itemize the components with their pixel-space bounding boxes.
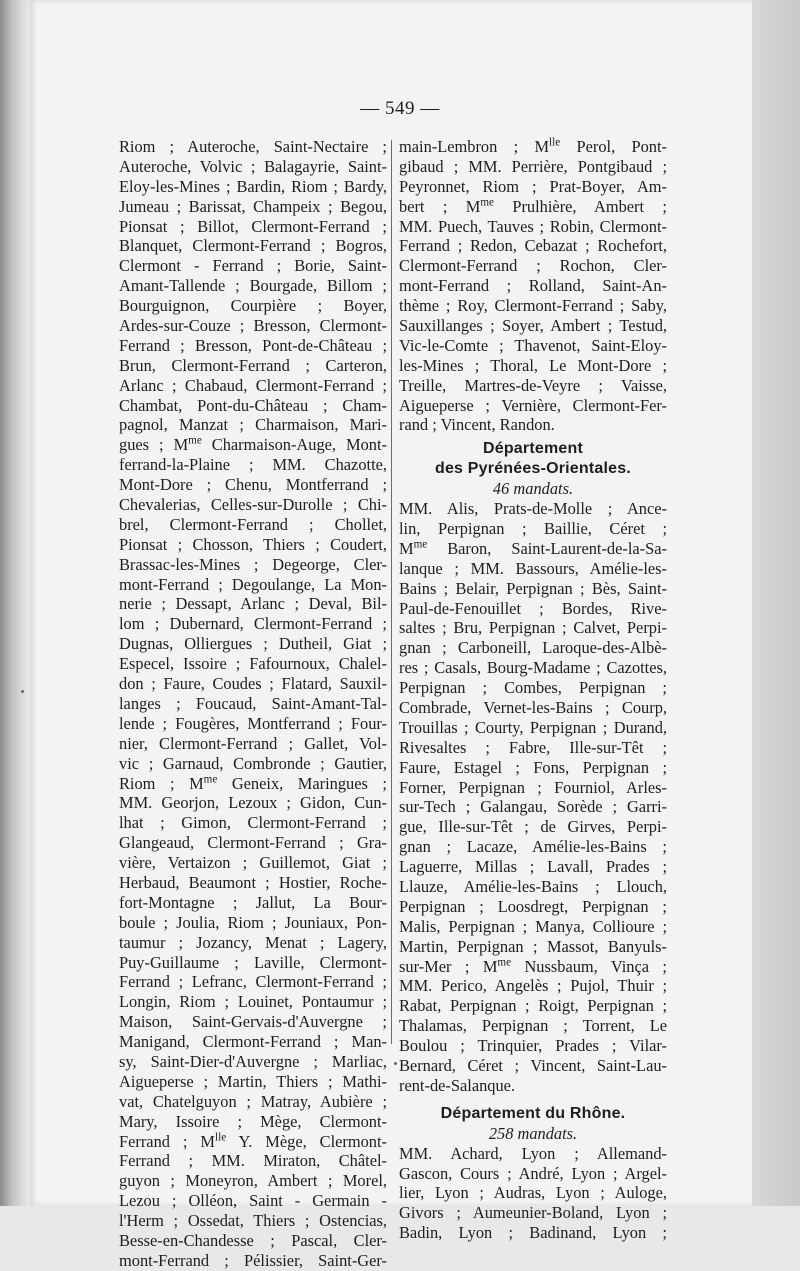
text-line: sy, Saint-Dier-d'Auvergne ; Marliac,	[119, 1051, 387, 1071]
text-line: Amant-Tallende ; Bourgade, Billom ;	[119, 276, 387, 296]
text-line: $M^{me}$ Baron, Saint-Laurent-de-la-Sa-	[399, 538, 667, 558]
text-line: rand ; Vincent, Randon.	[399, 415, 555, 435]
book-binding-shadow	[0, 0, 30, 1206]
text-line: res ; Casals, Bourg-Madame ; Cazottes,	[399, 658, 667, 678]
text-line: Trouillas ; Courty, Perpignan ; Durand,	[399, 717, 667, 737]
text-line: gnan ; Lacaze, Amélie-les-Bains ;	[399, 837, 667, 857]
column-rule	[391, 140, 392, 1044]
text-line: lhat ; Gimon, Clermont-Ferrand ;	[119, 813, 387, 833]
ink-speck	[21, 690, 24, 693]
text-line: Eloy-les-Mines ; Bardin, Riom ; Bardy,	[119, 176, 387, 196]
text-line: Chevalerias, Celles-sur-Durolle ; Chi-	[119, 495, 387, 515]
section-heading: des Pyrénées-Orientales.	[434, 460, 631, 478]
section-pyrenees	[399, 439, 667, 1095]
text-line: Paul-de-Fenouillet ; Bordes, Rive-	[399, 598, 667, 618]
text-line: Clermont-Ferrand ; Rochon, Cler-	[399, 256, 667, 276]
text-line: boule ; Joulia, Riom ; Jouniaux, Pon-	[119, 912, 387, 932]
mandate-count: 258 mandats.	[488, 1123, 578, 1143]
text-line: Longin, Riom ; Louinet, Pontaumur ;	[119, 992, 387, 1012]
text-line: l'Herm ; Ossedat, Thiers ; Ostencias,	[119, 1211, 387, 1231]
text-line: Bains ; Belair, Perpignan ; Bès, Saint-	[399, 578, 667, 598]
text-line: Combrade, Vernet-les-Bains ; Courp,	[399, 697, 667, 717]
text-line: vat, Chatelguyon ; Matray, Aubière ;	[119, 1091, 387, 1111]
text-line: Chambat, Pont-du-Château ; Cham-	[119, 395, 387, 415]
text-line: Lezou ; Olléon, Saint - Germain -	[119, 1191, 387, 1211]
text-line: gnan ; Carboneill, Laroque-des-Albè-	[399, 638, 667, 658]
text-line: Aigueperse ; Vernière, Clermont-Fer-	[399, 395, 667, 415]
text-line: gibaud ; MM. Perrière, Pontgibaud ;	[399, 156, 667, 176]
text-line: Glangeaud, Clermont-Ferrand ; Gra-	[119, 833, 387, 853]
text-line: Givors ; Aumeunier-Boland, Lyon ;	[399, 1203, 667, 1223]
ink-speck	[394, 1062, 397, 1065]
text-line: Brassac-les-Mines ; Degeorge, Cler-	[119, 554, 387, 574]
text-line: Brun, Clermont-Ferrand ; Carteron,	[119, 355, 387, 375]
text-line: Jumeau ; Barissat, Champeix ; Begou,	[119, 196, 387, 216]
text-line: guyon ; Moneyron, Ambert ; Morel,	[119, 1171, 387, 1191]
text-line: Treille, Martres-de-Veyre ; Vaisse,	[399, 375, 667, 395]
text-line: langes ; Foucaud, Saint-Amant-Tal-	[119, 693, 387, 713]
text-line: sur-Mer ; $M^{me}$ Nussbaum, Vinça ;	[399, 956, 667, 976]
text-line: Manigand, Clermont-Ferrand ; Man-	[119, 1032, 387, 1052]
text-line: MM. Georjon, Lezoux ; Gidon, Cun-	[119, 793, 387, 813]
text-line: Maison, Saint-Gervais-d'Auvergne ;	[119, 1012, 387, 1032]
text-line: lin, Perpignan ; Baillie, Céret ;	[399, 518, 667, 538]
text-line: Ferrand ; $M^{lle}$ Y. Mège, Clermont-	[119, 1131, 388, 1151]
text-line: mont-Ferrand ; Degoulange, La Mon-	[119, 574, 387, 594]
text-line: Ferrand ; Lefranc, Clermont-Ferrand ;	[119, 972, 387, 992]
right-column	[399, 137, 667, 1243]
text-line: Herbaud, Beaumont ; Hostier, Roche-	[119, 872, 387, 892]
text-line: nier, Clermont-Ferrand ; Gallet, Vol-	[119, 733, 387, 753]
text-line: Arlanc ; Chabaud, Clermont-Ferrand ;	[119, 375, 387, 395]
text-line: Mary, Issoire ; Mège, Clermont-	[119, 1111, 387, 1131]
text-line: fort-Montagne ; Jallut, La Bour-	[119, 892, 387, 912]
text-line: gues ; $M^{me}$ Charmaison-Auge, Mont-	[119, 434, 387, 455]
text-line: Dugnas, Olliergues ; Dutheil, Giat ;	[119, 634, 387, 654]
section-body	[399, 1144, 667, 1243]
page-edge	[752, 0, 800, 1206]
text-line: Malis, Perpignan ; Manya, Collioure ;	[399, 916, 667, 936]
text-line: Forner, Perpignan ; Fourniol, Arles-	[399, 777, 667, 797]
text-line: Badin, Lyon ; Badinand, Lyon ;	[399, 1223, 667, 1243]
text-line: Auteroche, Volvic ; Balagayrie, Saint-	[119, 156, 387, 176]
text-line: Perpignan ; Combes, Perpignan ;	[399, 678, 667, 698]
text-line: mont-Ferrand ; Pélissier, Saint-Ger-	[119, 1250, 387, 1270]
text-line: Mont-Dore ; Chenu, Montferrand ;	[119, 475, 387, 495]
text-line: Rabat, Perpignan ; Roigt, Perpignan ;	[399, 996, 667, 1016]
mandate-count: 46 mandats.	[492, 479, 574, 499]
text-line: MM. Perico, Angelès ; Pujol, Thuir ;	[399, 976, 667, 996]
text-line: Rivesaltes ; Fabre, Ille-sur-Têt ;	[399, 737, 667, 757]
section-heading: Département du Rhône.	[440, 1104, 626, 1122]
section-rhone	[399, 1104, 667, 1243]
page-number: — 549 —	[360, 98, 440, 119]
text-line: Vic-le-Comte ; Thavenot, Saint-Eloy-	[399, 335, 667, 355]
text-line: thème ; Roy, Clermont-Ferrand ; Saby,	[399, 296, 667, 316]
text-line: mont-Ferrand ; Rolland, Saint-An-	[399, 276, 667, 296]
text-line: lom ; Dubernard, Clermont-Ferrand ;	[119, 614, 387, 634]
text-line: lier, Lyon ; Audras, Lyon ; Auloge,	[399, 1183, 667, 1203]
text-line: Especel, Issoire ; Fafournoux, Chalel-	[119, 654, 387, 674]
text-line: Bernard, Céret ; Vincent, Saint-Lau-	[399, 1056, 667, 1076]
left-column	[119, 137, 387, 1271]
text-line: Ardes-sur-Couze ; Bresson, Clermont-	[119, 316, 387, 336]
text-line: Thalamas, Perpignan ; Torrent, Le	[399, 1016, 667, 1036]
text-line: Peyronnet, Riom ; Prat-Boyer, Am-	[399, 176, 667, 196]
text-line: MM. Achard, Lyon ; Allemand-	[399, 1143, 667, 1163]
text-line: rent-de-Salanque.	[399, 1075, 516, 1095]
right-column-intro	[399, 137, 667, 435]
text-line: pagnol, Manzat ; Charmaison, Mari-	[119, 415, 387, 435]
text-line: Ferrand ; MM. Miraton, Châtel-	[119, 1151, 387, 1171]
text-line: MM. Puech, Tauves ; Robin, Clermont-	[399, 216, 667, 236]
text-line: Blanquet, Clermont-Ferrand ; Bogros,	[119, 236, 387, 256]
text-line: Pionsat ; Chosson, Thiers ; Coudert,	[119, 534, 387, 554]
text-line: Boulou ; Trinquier, Prades ; Vilar-	[399, 1036, 667, 1056]
text-line: vière, Vertaizon ; Guillemot, Giat ;	[119, 853, 387, 873]
text-line: Pionsat ; Billot, Clermont-Ferrand ;	[119, 216, 387, 236]
text-line: nerie ; Dessapt, Arlanc ; Deval, Bil-	[119, 594, 387, 614]
text-line: Ferrand ; Redon, Cebazat ; Rochefort,	[399, 236, 667, 256]
text-line: Laguerre, Millas ; Lavall, Prades ;	[399, 857, 667, 877]
section-body	[399, 499, 667, 1096]
text-line: Perpignan ; Loosdregt, Perpignan ;	[399, 896, 667, 916]
text-line: Clermont - Ferrand ; Borie, Saint-	[119, 256, 387, 276]
text-line: lanque ; MM. Bassours, Amélie-les-	[399, 558, 667, 578]
text-line: taumur ; Jozancy, Menat ; Lagery,	[119, 932, 387, 952]
text-line: Bourguignon, Courpière ; Boyer,	[119, 296, 387, 316]
text-line: vic ; Garnaud, Combronde ; Gautier,	[119, 753, 387, 773]
section-heading: Département	[482, 440, 583, 458]
text-line: MM. Alis, Prats-de-Molle ; Ance-	[399, 499, 667, 519]
text-line: les-Mines ; Thoral, Le Mont-Dore ;	[399, 355, 667, 375]
text-line: Faure, Estagel ; Fons, Perpignan ;	[399, 757, 667, 777]
text-line: main-Lembron ; $M^{lle}$ Perol, Pont-	[399, 136, 667, 156]
text-line: Martin, Perpignan ; Massot, Banyuls-	[399, 936, 667, 956]
text-line: Riom ; Auteroche, Saint-Nectaire ;	[119, 137, 387, 156]
text-line: don ; Faure, Coudes ; Flatard, Sauxil-	[119, 674, 387, 694]
text-line: Besse-en-Chandesse ; Pascal, Cler-	[119, 1230, 387, 1250]
text-line: Llauze, Amélie-les-Bains ; Llouch,	[399, 877, 667, 896]
text-line: sur-Tech ; Galangau, Sorède ; Garri-	[399, 797, 667, 817]
text-line: brel, Clermont-Ferrand ; Chollet,	[119, 514, 387, 534]
text-line: Ferrand ; Bresson, Pont-de-Château ;	[119, 335, 387, 355]
text-line: lende ; Fougères, Montferrand ; Four-	[119, 713, 387, 733]
text-line: Gascon, Cours ; André, Lyon ; Argel-	[399, 1163, 667, 1183]
text-line: Aigueperse ; Martin, Thiers ; Mathi-	[119, 1071, 387, 1091]
text-line: ferrand-la-Plaine ; MM. Chazotte,	[119, 455, 387, 475]
text-line: Puy-Guillaume ; Laville, Clermont-	[119, 952, 387, 972]
text-line: Sauxillanges ; Soyer, Ambert ; Testud,	[399, 316, 667, 336]
text-line: Riom ; $M^{me}$ Geneix, Maringues ;	[119, 773, 387, 793]
text-line: gue, Ille-sur-Têt ; de Girves, Perpi-	[399, 817, 667, 837]
text-line: saltes ; Bru, Perpignan ; Calvet, Perpi-	[399, 618, 667, 638]
text-line: bert ; $M^{me}$ Prulhière, Ambert ;	[399, 196, 667, 216]
